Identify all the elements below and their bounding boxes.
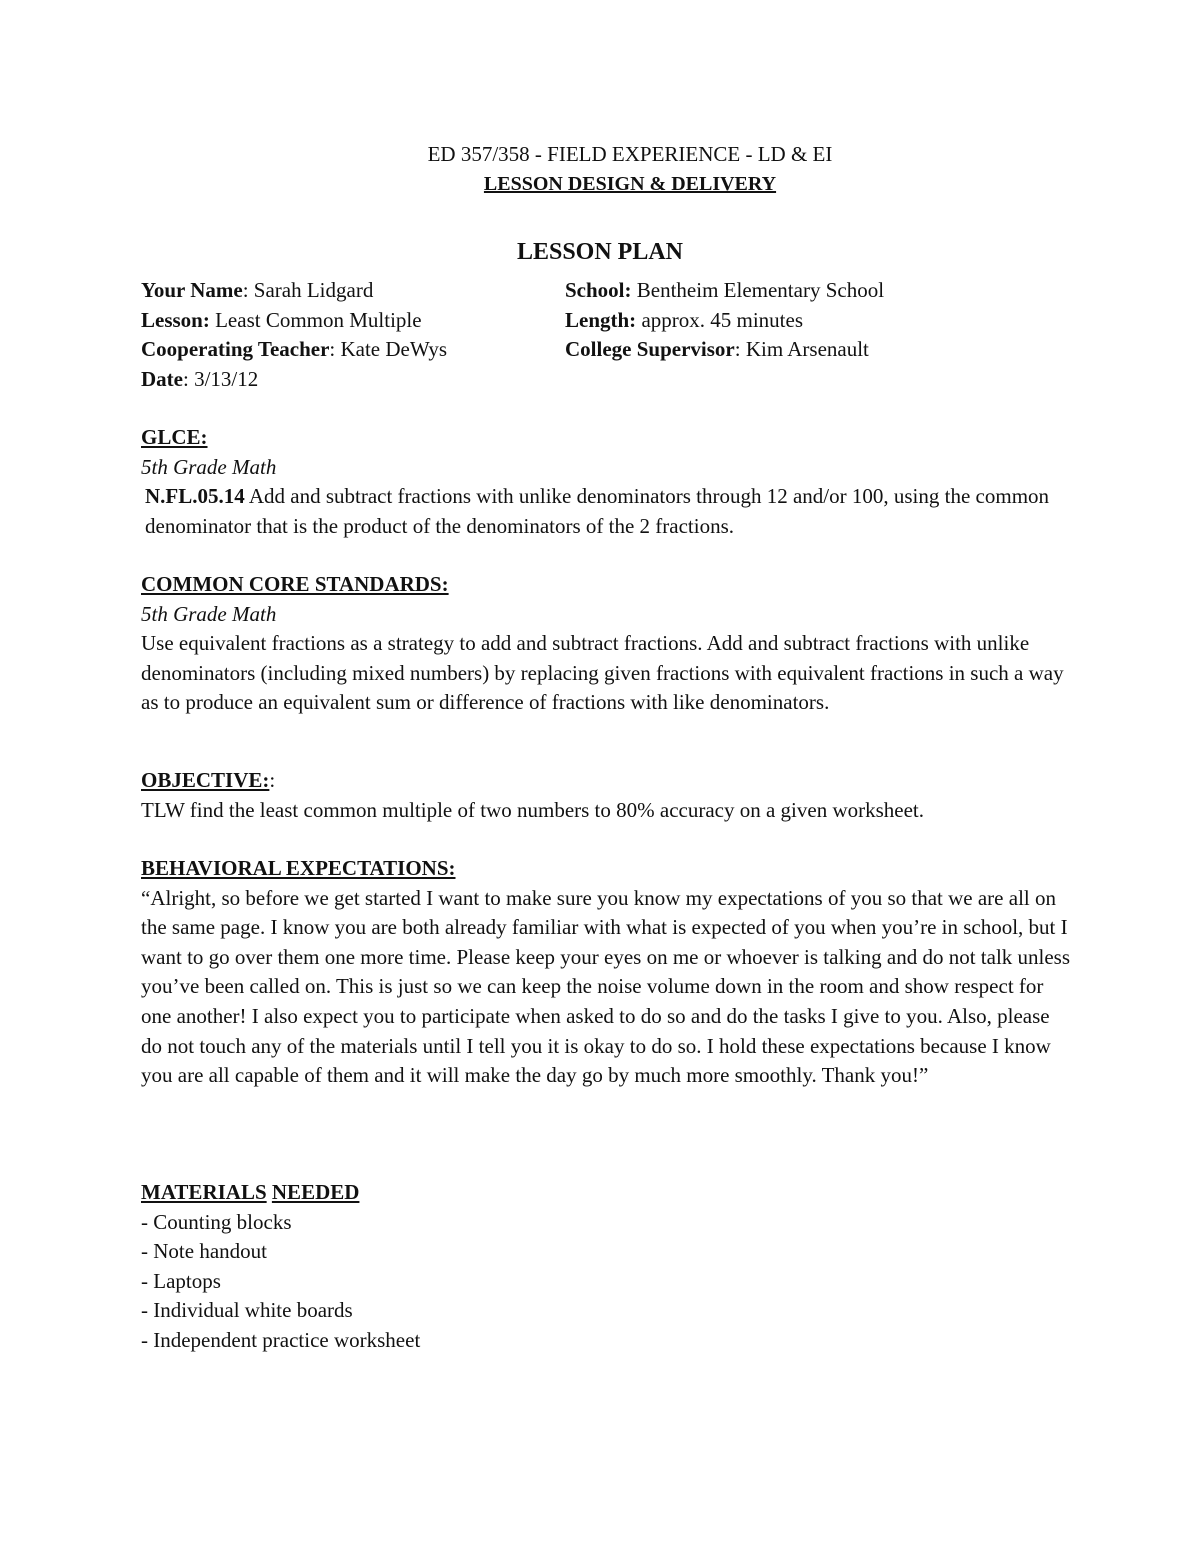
- supervisor-label: College Supervisor: [565, 337, 735, 362]
- common-core-heading: COMMON CORE STANDARDS:: [141, 572, 449, 596]
- name-value: : Sarah Lidgard: [242, 278, 374, 302]
- teacher-label: Cooperating Teacher: [141, 337, 330, 362]
- glce-code: N.FL.05.14: [145, 484, 245, 509]
- course-title: ED 357/358 - FIELD EXPERIENCE - LD & EI: [427, 142, 833, 166]
- glce-section: [141, 423, 1071, 541]
- page-title: LESSON PLAN: [516, 239, 684, 265]
- name-label: Your Name: [141, 278, 243, 302]
- common-core-section: [141, 570, 1071, 718]
- name-field: [141, 276, 373, 306]
- list-item: - Counting blocks: [141, 1209, 292, 1234]
- list-item: - Laptops: [141, 1268, 221, 1293]
- date-field: [141, 365, 258, 395]
- length-label: Length:: [565, 307, 637, 332]
- materials-list: [141, 1208, 1071, 1356]
- lesson-label: Lesson:: [141, 307, 210, 332]
- common-core-text: Use equivalent fractions as a strategy to add and subtract fractions. Add and subtract fractions with unlike denominators (including mixed numbers) by replacing given fractions with equivalent fractions in such a way as to produce an equivalent sum or difference of fractions with like denominators.: [141, 631, 1064, 715]
- materials-heading: [141, 1178, 1071, 1208]
- objective-heading-line: [141, 766, 1071, 796]
- course-subtitle: LESSON DESIGN & DELIVERY: [483, 173, 777, 195]
- list-item: - Individual white boards: [141, 1298, 353, 1323]
- school-label: School:: [565, 278, 632, 302]
- info-row-date: [141, 365, 1091, 395]
- behavioral-text: “Alright, so before we get started I want to make sure you know my expectations of you so that we are all on the same page. I know you are both already familiar with what is expected of you when you’re in school, but I want to go over them one more time. Please keep your eyes on me or whoever is talking and do not talk unless you’ve been called on. This is just so we can keep the noise volume down in the room and show respect for one another! I also expect you to participate when asked to do so and do the tasks I give to you. Also, please do not touch any of the materials until I tell you it is okay to do so. I hold these expectations because I know you are all capable of them and it will make the day go by much more smoothly. Thank you!”: [141, 885, 1071, 1088]
- list-item: - Note handout: [141, 1239, 267, 1264]
- list-item: - Independent practice worksheet: [141, 1327, 421, 1352]
- glce-text: Add and subtract fractions with unlike denominators through 12 and/or 100, using the common denominator that is the product of the denominators of the 2 fractions.: [145, 484, 1050, 538]
- length-value: approx. 45 minutes: [636, 307, 803, 332]
- lesson-field: [141, 306, 422, 336]
- teacher-field: [141, 335, 447, 365]
- glce-standard: [141, 482, 1071, 541]
- supervisor-field: [565, 335, 869, 365]
- lesson-info: [141, 276, 1091, 394]
- objective-section: [141, 766, 1071, 825]
- materials-section: [141, 1178, 1071, 1356]
- teacher-value: : Kate DeWys: [329, 337, 448, 362]
- behavioral-heading: BEHAVIORAL EXPECTATIONS:: [141, 856, 456, 880]
- objective-heading: OBJECTIVE:: [141, 768, 270, 792]
- behavioral-section: [141, 854, 1071, 1091]
- materials-heading-a: MATERIALS: [141, 1180, 267, 1204]
- materials-heading-b: NEEDED: [271, 1180, 360, 1204]
- date-label: Date: [141, 366, 183, 391]
- glce-grade: 5th Grade Math: [141, 454, 277, 479]
- length-field: [565, 306, 803, 336]
- supervisor-value: : Kim Arsenault: [734, 337, 869, 362]
- glce-heading: GLCE:: [141, 425, 208, 449]
- school-value: Bentheim Elementary School: [631, 278, 885, 302]
- lesson-value: Least Common Multiple: [209, 307, 422, 332]
- info-row-lesson-length: [141, 306, 1091, 336]
- school-field: [565, 276, 884, 306]
- objective-heading-trail: :: [269, 768, 276, 792]
- info-row-name-school: [141, 276, 1091, 306]
- objective-text: TLW find the least common multiple of two numbers to 80% accuracy on a given worksheet.: [141, 797, 925, 822]
- common-core-grade: 5th Grade Math: [141, 601, 277, 626]
- info-row-teacher-supervisor: [141, 335, 1091, 365]
- date-value: : 3/13/12: [182, 366, 259, 391]
